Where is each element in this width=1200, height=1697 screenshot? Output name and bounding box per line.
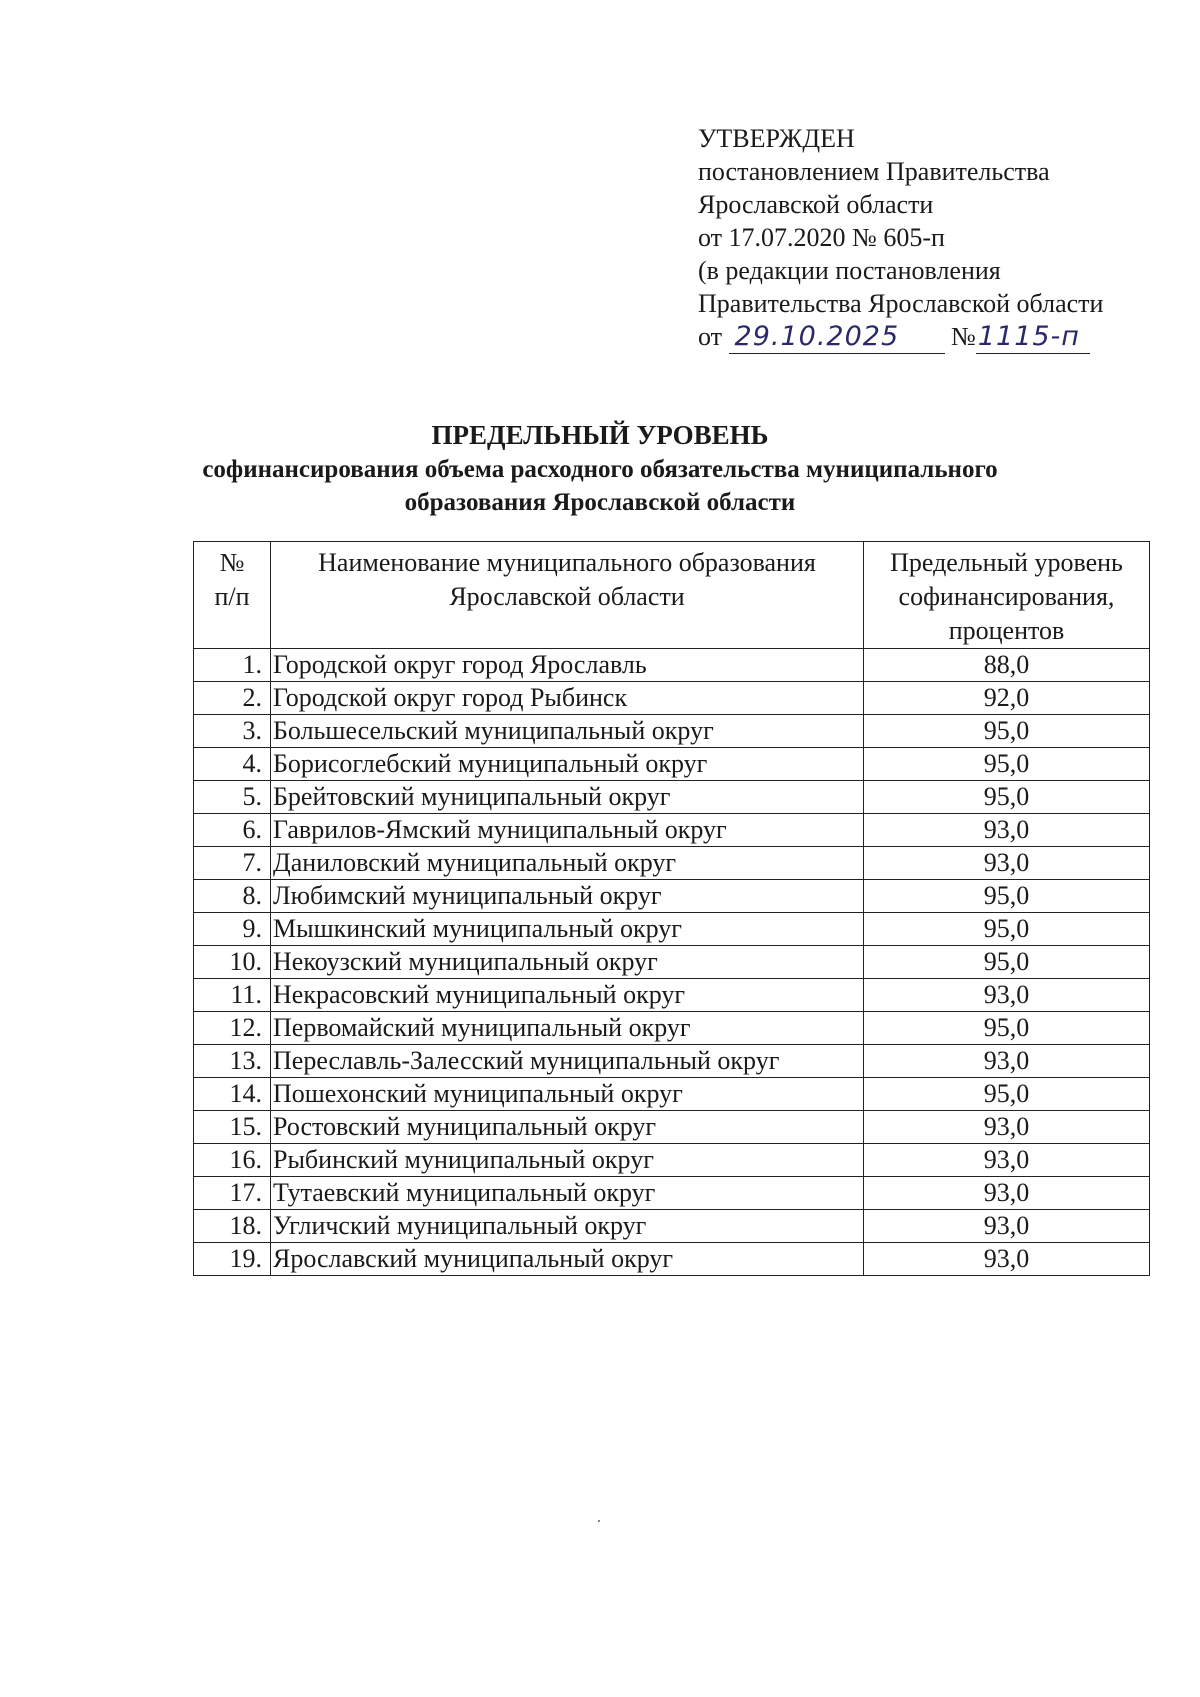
table-row <box>194 1045 1150 1078</box>
header-value-line: софинансирования, <box>898 582 1115 611</box>
row-number: 9. <box>194 913 271 946</box>
row-name: Гаврилов-Ямский муниципальный округ <box>271 814 864 847</box>
document-subtitle <box>0 453 1200 519</box>
row-value: 93,0 <box>864 1111 1150 1144</box>
table-row <box>194 748 1150 781</box>
table-row <box>194 682 1150 715</box>
table-header-row <box>194 542 1150 649</box>
row-value: 93,0 <box>864 979 1150 1012</box>
header-value-line: Предельный уровень <box>890 548 1123 577</box>
row-number: 2. <box>194 682 271 715</box>
row-name: Брейтовский муниципальный округ <box>271 781 864 814</box>
approval-line: постановлением Правительства <box>698 157 1050 186</box>
table-row <box>194 913 1150 946</box>
header-num-line: п/п <box>214 582 250 611</box>
row-number: 8. <box>194 880 271 913</box>
table-row <box>194 1111 1150 1144</box>
table-row <box>194 979 1150 1012</box>
table-row <box>194 1144 1150 1177</box>
row-name: Переславль-Залесский муниципальный округ <box>271 1045 864 1078</box>
table-row <box>194 1243 1150 1276</box>
table-row <box>194 781 1150 814</box>
row-value: 95,0 <box>864 1012 1150 1045</box>
row-name: Рыбинский муниципальный округ <box>271 1144 864 1177</box>
row-name: Некоузский муниципальный округ <box>271 946 864 979</box>
row-name: Ростовский муниципальный округ <box>271 1111 864 1144</box>
approval-stamp <box>698 122 1103 354</box>
approval-line: Правительства Ярославской области <box>698 289 1104 318</box>
row-value: 92,0 <box>864 682 1150 715</box>
row-number: 3. <box>194 715 271 748</box>
row-name: Некрасовский муниципальный округ <box>271 979 864 1012</box>
row-name: Любимский муниципальный округ <box>271 880 864 913</box>
row-value: 95,0 <box>864 781 1150 814</box>
row-number: 16. <box>194 1144 271 1177</box>
row-number: 1. <box>194 649 271 682</box>
subtitle-line: образования Ярославской области <box>404 489 796 516</box>
approval-line: (в редакции постановления <box>698 256 1001 285</box>
row-number: 14. <box>194 1078 271 1111</box>
row-name: Городской округ город Рыбинск <box>271 682 864 715</box>
table-row <box>194 1012 1150 1045</box>
header-name-line: Наименование муниципального образования <box>318 548 816 577</box>
row-number: 18. <box>194 1210 271 1243</box>
row-value: 93,0 <box>864 1243 1150 1276</box>
row-name: Большесельский муниципальный округ <box>271 715 864 748</box>
approval-date-line <box>698 320 1103 354</box>
row-value: 93,0 <box>864 1045 1150 1078</box>
row-number: 12. <box>194 1012 271 1045</box>
approval-line: Ярославской области <box>698 190 934 219</box>
table-row <box>194 847 1150 880</box>
cofinancing-table <box>193 541 1150 1276</box>
date-prefix: от <box>698 322 723 351</box>
row-number: 15. <box>194 1111 271 1144</box>
row-name: Угличский муниципальный округ <box>271 1210 864 1243</box>
header-num <box>194 542 271 649</box>
row-number: 19. <box>194 1243 271 1276</box>
subtitle-line: софинансирования объема расходного обязательства муниципального <box>202 456 998 483</box>
row-number: 13. <box>194 1045 271 1078</box>
row-value: 93,0 <box>864 847 1150 880</box>
row-number: 10. <box>194 946 271 979</box>
row-name: Пошехонский муниципальный округ <box>271 1078 864 1111</box>
approval-line: от 17.07.2020 № 605-п <box>698 223 945 252</box>
table-row <box>194 946 1150 979</box>
row-value: 93,0 <box>864 1210 1150 1243</box>
row-name: Даниловский муниципальный округ <box>271 847 864 880</box>
row-value: 95,0 <box>864 880 1150 913</box>
row-value: 95,0 <box>864 1078 1150 1111</box>
row-number: 5. <box>194 781 271 814</box>
row-value: 88,0 <box>864 649 1150 682</box>
header-num-line: № <box>219 548 245 577</box>
row-value: 95,0 <box>864 946 1150 979</box>
table-row <box>194 1177 1150 1210</box>
row-number: 17. <box>194 1177 271 1210</box>
number-prefix: № <box>951 322 976 351</box>
table-row <box>194 1210 1150 1243</box>
row-number: 6. <box>194 814 271 847</box>
row-name: Борисоглебский муниципальный округ <box>271 748 864 781</box>
row-name: Городской округ город Ярославль <box>271 649 864 682</box>
table-row <box>194 1078 1150 1111</box>
handwritten-number: 1115-п <box>976 320 1090 354</box>
header-value-line: процентов <box>948 616 1065 645</box>
table-row <box>194 814 1150 847</box>
scan-speck <box>598 1520 600 1522</box>
row-value: 95,0 <box>864 913 1150 946</box>
row-name: Тутаевский муниципальный округ <box>271 1177 864 1210</box>
row-value: 93,0 <box>864 1177 1150 1210</box>
handwritten-date: 29.10.2025 <box>729 320 945 354</box>
table-row <box>194 715 1150 748</box>
row-number: 4. <box>194 748 271 781</box>
row-number: 11. <box>194 979 271 1012</box>
header-value <box>864 542 1150 649</box>
row-value: 93,0 <box>864 1144 1150 1177</box>
table-row <box>194 649 1150 682</box>
row-value: 93,0 <box>864 814 1150 847</box>
header-name <box>271 542 864 649</box>
document-title: ПРЕДЕЛЬНЫЙ УРОВЕНЬ <box>431 420 769 450</box>
row-number: 7. <box>194 847 271 880</box>
row-name: Первомайский муниципальный округ <box>271 1012 864 1045</box>
row-value: 95,0 <box>864 748 1150 781</box>
row-name: Мышкинский муниципальный округ <box>271 913 864 946</box>
row-value: 95,0 <box>864 715 1150 748</box>
table-row <box>194 880 1150 913</box>
row-name: Ярославский муниципальный округ <box>271 1243 864 1276</box>
approval-heading: УТВЕРЖДЕН <box>698 124 855 153</box>
header-name-line: Ярославской области <box>449 582 685 611</box>
